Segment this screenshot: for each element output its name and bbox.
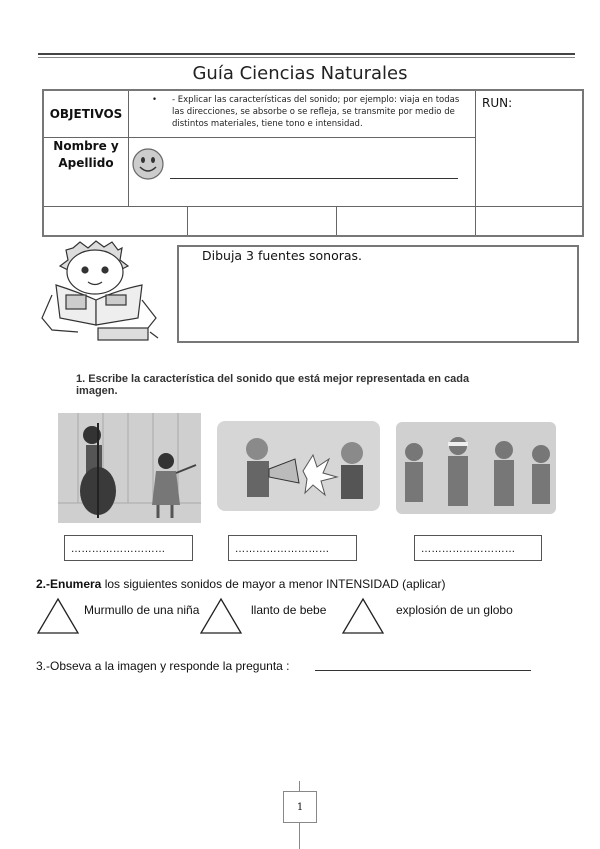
table-divider [44,137,475,138]
triangle-answer-3[interactable] [341,597,385,635]
sound-item-2: llanto de bebe [251,603,327,617]
table-divider [128,91,129,206]
page-number: 1 [283,791,317,823]
table-divider [475,91,476,235]
objective-bullet: • [152,95,158,105]
question-2 [36,577,446,591]
table-divider [336,206,337,235]
name-field[interactable] [170,178,458,179]
question-2-prefix: 2.-Enumera [36,577,102,591]
objectives-label: OBJETIVOS [49,107,123,121]
drawing-instruction: Dibuja 3 fuentes sonoras. [202,248,363,263]
question-1-text: Escribe la característica del sonido que está mejor representada en cada imagen. [76,373,470,397]
triangle-answer-1[interactable] [36,597,80,635]
question-1 [76,373,496,397]
answer-box-1[interactable]: ……………………… [64,535,193,561]
top-rule [38,53,575,55]
run-label: RUN: [482,96,513,110]
footer-line [299,823,300,849]
child-reading-illustration [38,240,168,350]
objective-text: - Explicar las características del sonido; por ejemplo: viaja en todas las direcciones, se absorbe o se refleja, se transmite por medio de distintos materiales, tiene tono e intensidad. [172,95,460,129]
top-rule-thin [38,57,575,58]
musicians-image [58,413,201,523]
question-1-number: 1. [76,373,86,385]
smiley-icon [131,147,165,181]
sound-item-1: Murmullo de una niña [84,603,200,617]
table-divider [44,206,582,207]
footer-line [299,781,300,791]
sound-item-3: explosión de un globo [396,603,513,617]
question-3: 3.-Obseva a la imagen y responde la pregunta : [36,659,290,673]
name-label-line2: Apellido [58,156,114,170]
megaphone-image [217,421,380,511]
blindfold-game-image [396,422,556,514]
name-label-line1: Nombre y [53,139,119,153]
question-2-text: los siguientes sonidos de mayor a menor INTENSIDAD (aplicar) [101,577,446,591]
answer-box-2[interactable]: ……………………… [228,535,357,561]
table-divider [187,206,188,235]
triangle-answer-2[interactable] [199,597,243,635]
question-3-answer-line[interactable] [315,670,531,671]
answer-box-3[interactable]: ……………………… [414,535,542,561]
page-title: Guía Ciencias Naturales [192,63,408,84]
